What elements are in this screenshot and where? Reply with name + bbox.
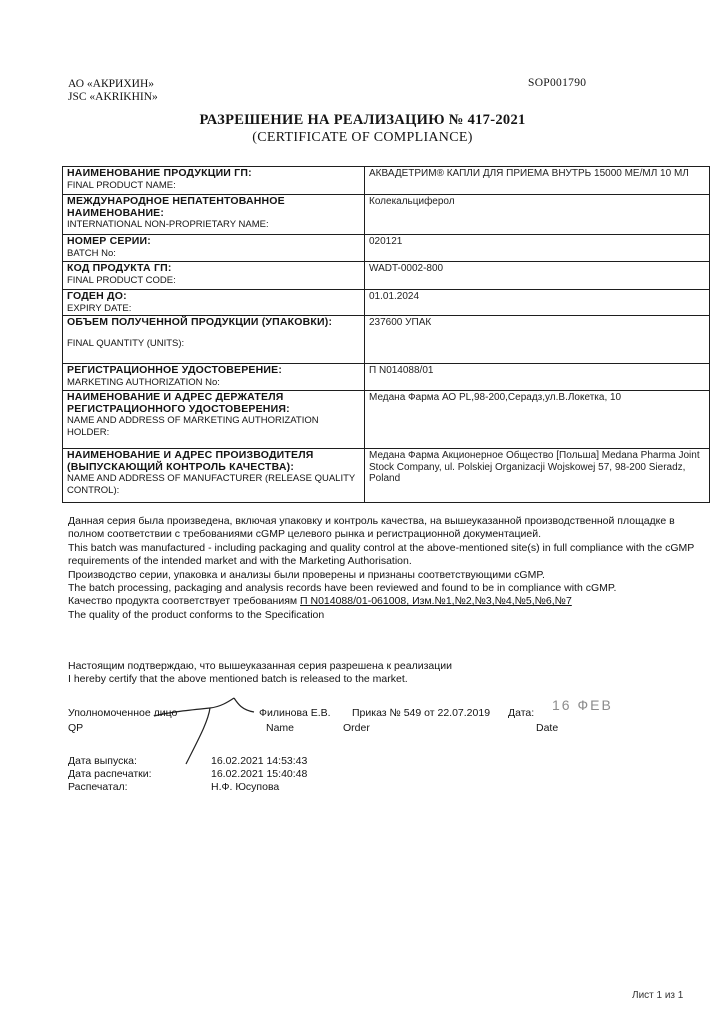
stamp-date: 16 ФЕВ [552,697,613,713]
row-batch [63,235,710,262]
company-name-ru: АО «АКРИХИН» [68,78,155,90]
label-cell [63,449,365,503]
certify-en: I hereby certify that the above mentioned batch is released to the market. [68,673,408,686]
row-quantity [63,316,710,364]
value-ma-number: П N014088/01 [365,364,710,391]
label-en: FINAL QUANTITY (UNITS): [67,337,185,349]
print-date-label: Дата распечатки: [68,768,152,780]
row-product-code [63,262,710,290]
label-en: BATCH No: [67,247,116,259]
issue-date-value: 16.02.2021 14:53:43 [211,755,308,767]
value-manufacturer: Медана Фарма Акционерное Общество [Польша] Medana Pharma Joint Stock Company, ul. Polskiej Organizacji Wojskowej 57, 98-200 Sieradz, Poland [365,449,710,503]
value-inn: Колекальциферол [365,195,710,235]
date-label-en: Date [536,722,559,734]
title-ru: РАЗРЕШЕНИЕ НА РЕАЛИЗАЦИЮ № 417-2021 [199,112,526,128]
label-cell [63,195,365,235]
row-product-name [63,167,710,195]
label-en: NAME AND ADDRESS OF MARKETING AUTHORIZATION HOLDER: [67,415,319,438]
row-ma-holder [63,391,710,449]
label-en: FINAL PRODUCT NAME: [67,179,176,191]
value-product-name: АКВАДЕТРИМ® КАПЛИ ДЛЯ ПРИЕМА ВНУТРЬ 15000 МЕ/МЛ 10 МЛ [365,167,710,195]
label-en: FINAL PRODUCT CODE: [67,274,176,286]
label-cell [63,364,365,391]
row-expiry [63,290,710,316]
qp-label-en: QP [68,722,84,734]
date-label-ru: Дата: [508,707,535,719]
label-ru: ОБЪЕМ ПОЛУЧЕННОЙ ПРОДУКЦИИ (УПАКОВКИ): [67,316,333,328]
label-cell [63,167,365,195]
value-batch: 020121 [365,235,710,262]
label-cell [63,235,365,262]
product-info-table [62,166,710,503]
label-ru: НАИМЕНОВАНИЕ И АДРЕС ДЕРЖАТЕЛЯ РЕГИСТРАЦИОННОГО УДОСТОВЕРЕНИЯ: [67,391,290,415]
statement-2-en: The batch processing, packaging and analysis records have been reviewed and found to be in compliance with cGMP. [68,582,617,595]
statement-1-en: This batch was manufactured - including packaging and quality control at the above-mentioned site(s) in full compliance with the cGMP requirements of the intended market and with the Marketing Authorisation. [68,541,695,568]
print-date-value: 16.02.2021 15:40:48 [211,768,308,780]
value-ma-holder: Медана Фарма АО PL,98-200,Серадз,ул.В.Локетка, 10 [365,391,710,449]
printed-by-label: Распечатал: [68,781,128,793]
label-ru: РЕГИСТРАЦИОННОЕ УДОСТОВЕРЕНИЕ: [67,364,283,376]
label-en: NAME AND ADDRESS OF MANUFACTURER (RELEASE QUALITY CONTROL): [67,473,356,496]
label-ru: МЕЖДУНАРОДНОЕ НЕПАТЕНТОВАННОЕ НАИМЕНОВАНИЕ: [67,195,285,219]
label-ru: ГОДЕН ДО: [67,290,127,302]
value-product-code: WADT-0002-800 [365,262,710,290]
label-cell [63,316,365,364]
statement-2-ru: Производство серии, упаковка и анализы были проверены и признаны соответствующими cGMP. [68,568,545,581]
doc-code: SOP001790 [528,77,587,89]
label-en: MARKETING AUTHORIZATION No: [67,376,220,388]
certification-block [68,660,452,687]
statement-3-prefix: Качество продукта соответствует требованиям [68,595,301,608]
qp-name: Филинова Е.В. [259,707,331,719]
label-en: EXPIRY DATE: [67,302,132,314]
page-counter: Лист 1 из 1 [632,990,684,1001]
label-cell [63,290,365,316]
label-cell [63,391,365,449]
statement-1-ru: Данная серия была произведена, включая упаковку и контроль качества, на вышеуказанной производственной площадке в полном соответствии с требованиями cGMP целевого рынка и регистрационной документацией. [68,515,675,541]
label-en: INTERNATIONAL NON-PROPRIETARY NAME: [67,219,269,230]
compliance-statements [68,515,708,622]
name-label-en: Name [266,722,295,734]
row-manufacturer [63,449,710,503]
row-ma-number [63,364,710,391]
order-label-en: Order [343,722,370,734]
order-reference: Приказ № 549 от 22.07.2019 [352,707,491,719]
company-name-en: JSC «AKRIKHIN» [68,91,158,103]
specification-reference: П N014088/01-061008, Изм.№1,№2,№3,№4,№5,№6,№7 [300,595,572,608]
issue-date-label: Дата выпуска: [68,755,137,767]
label-cell [63,262,365,290]
statement-3-ru [68,595,708,608]
row-inn [63,195,710,235]
value-expiry: 01.01.2024 [365,290,710,316]
label-ru: НОМЕР СЕРИИ: [67,235,152,247]
title-en: (CERTIFICATE OF COMPLIANCE) [252,130,473,145]
statement-3-en: The quality of the product conforms to the Specification [68,608,325,621]
label-ru: НАИМЕНОВАНИЕ И АДРЕС ПРОИЗВОДИТЕЛЯ (ВЫПУСКАЮЩИЙ КОНТРОЛЬ КАЧЕСТВА): [67,449,314,473]
certify-ru: Настоящим подтверждаю, что вышеуказанная серия разрешена к реализации [68,660,452,672]
qp-label-ru: Уполномоченное лицо [68,707,178,719]
value-quantity: 237600 УПАК [365,316,710,364]
printed-by-value: Н.Ф. Юсупова [211,781,280,793]
label-ru: НАИМЕНОВАНИЕ ПРОДУКЦИИ ГП: [67,167,252,179]
company-block [68,78,158,104]
label-ru: КОД ПРОДУКТА ГП: [67,262,172,274]
